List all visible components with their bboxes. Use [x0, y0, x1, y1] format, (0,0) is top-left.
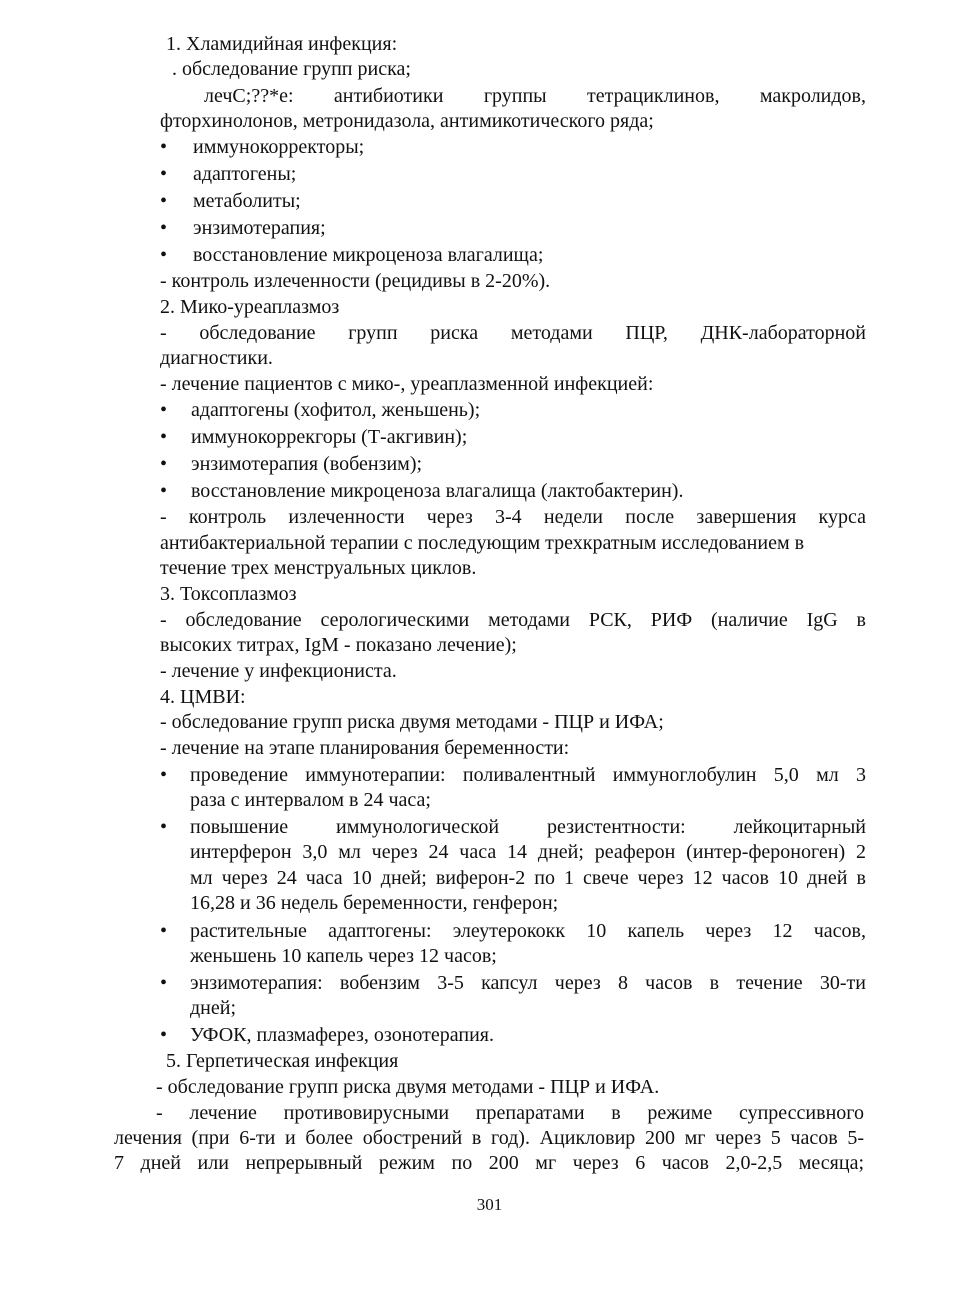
bullet-marker: •	[160, 920, 168, 942]
bullet-marker: •	[160, 480, 168, 502]
list-item: метаболиты;	[193, 190, 301, 212]
text-line: диагностики.	[160, 347, 273, 369]
list-item: энзимотерапия (вобензим);	[191, 453, 423, 475]
bullet-marker: •	[160, 453, 168, 475]
list-item-continuation: интерферон 3,0 мл через 24 часа 14 дней; реаферон (интер-фероноген) 2	[190, 841, 866, 863]
text-line: - контроль излеченности (рецидивы в 2-20%).	[160, 270, 551, 292]
text-line: лечения (при 6-ти и более обострений в год). Ацикловир 200 мг через 5 часов 5-	[114, 1127, 864, 1149]
text-line: течение трех менструальных циклов.	[160, 557, 477, 579]
text-line: 7 дней или непрерывный режим по 200 мг через 6 часов 2,0-2,5 месяца;	[114, 1152, 864, 1174]
heading-chlamydia: 1. Хламидийная инфекция:	[166, 33, 398, 55]
bullet-marker: •	[160, 972, 168, 994]
text-line: лечС;??*е: антибиотики группы тетрациклинов, макролидов,	[204, 85, 866, 107]
list-item: энзимотерапия;	[193, 217, 326, 239]
heading-mycoplasma: 2. Мико-уреаплазмоз	[160, 296, 340, 318]
text-line: . обследование групп риска;	[172, 58, 411, 80]
bullet-marker: •	[160, 244, 168, 266]
text-line: - обследование групп риска методами ПЦР, ДНК-лабораторной	[160, 322, 866, 344]
text-line: - обследование серологическими методами РСК, РИФ (наличие IgG в	[160, 609, 866, 631]
page-number: 301	[476, 1195, 503, 1214]
text-line: - обследование групп риска двумя методами - ПЦР и ИФА.	[156, 1076, 660, 1098]
text-line: фторхинолонов, метронидазола, антимикотического ряда;	[160, 110, 654, 132]
text-line: - лечение противовирусными препаратами в режиме супрессивного	[156, 1102, 864, 1124]
list-item: повышение иммунологической резистентности: лейкоцитарный	[190, 816, 866, 838]
text-line: - обследование групп риска двумя методами - ПЦР и ИФА;	[160, 711, 664, 733]
text-line: высоких титрах, IgM - показано лечение);	[160, 634, 517, 656]
text-line: - лечение на этапе планирования беременности:	[160, 737, 570, 759]
heading-toxoplasmosis: 3. Токсоплазмоз	[160, 583, 297, 605]
bullet-marker: •	[160, 816, 168, 838]
text-line: - лечение у инфекциониста.	[160, 660, 397, 682]
bullet-marker: •	[160, 399, 168, 421]
list-item: УФОК, плазмаферез, озонотерапия.	[190, 1024, 494, 1046]
text-line: - контроль излеченности через 3-4 недели после завершения курса	[160, 506, 866, 528]
list-item-continuation: мл через 24 часа 10 дней; виферон-2 по 1 свече через 12 часов 10 дней в	[190, 867, 866, 889]
list-item: адаптогены;	[193, 163, 297, 185]
heading-cmv: 4. ЦМВИ:	[160, 686, 246, 708]
text-line: - лечение пациентов с мико-, уреаплазменной инфекцией:	[160, 373, 654, 395]
bullet-marker: •	[160, 217, 168, 239]
list-item: восстановление микроценоза влагалища;	[193, 244, 544, 266]
heading-herpes: 5. Герпетическая инфекция	[166, 1050, 399, 1072]
list-item-continuation: 16,28 и 36 недель беременности, генферон;	[190, 892, 559, 914]
bullet-marker: •	[160, 136, 168, 158]
list-item: восстановление микроценоза влагалища (лактобактерин).	[191, 480, 684, 502]
bullet-marker: •	[160, 163, 168, 185]
list-item: адаптогены (хофитол, женьшень);	[191, 399, 481, 421]
list-item-continuation: женьшень 10 капель через 12 часов;	[190, 945, 497, 967]
text-line: антибактериальной терапии с последующим трехкратным исследованием в	[160, 532, 805, 554]
bullet-marker: •	[160, 764, 168, 786]
list-item-continuation: дней;	[190, 997, 237, 1019]
list-item: иммунокоррекгоры (Т-акгивин);	[191, 426, 468, 448]
bullet-marker: •	[160, 190, 168, 212]
list-item: растительные адаптогены: элеутерококк 10 капель через 12 часов,	[190, 920, 866, 942]
list-item: иммунокорректоры;	[193, 136, 365, 158]
list-item: проведение иммунотерапии: поливалентный иммуноглобулин 5,0 мл 3	[190, 764, 866, 786]
list-item: энзимотерапия: вобензим 3-5 капсул через 8 часов в течение 30-ти	[190, 972, 866, 994]
list-item-continuation: раза с интервалом в 24 часа;	[190, 789, 431, 811]
bullet-marker: •	[160, 426, 168, 448]
bullet-marker: •	[160, 1024, 168, 1046]
